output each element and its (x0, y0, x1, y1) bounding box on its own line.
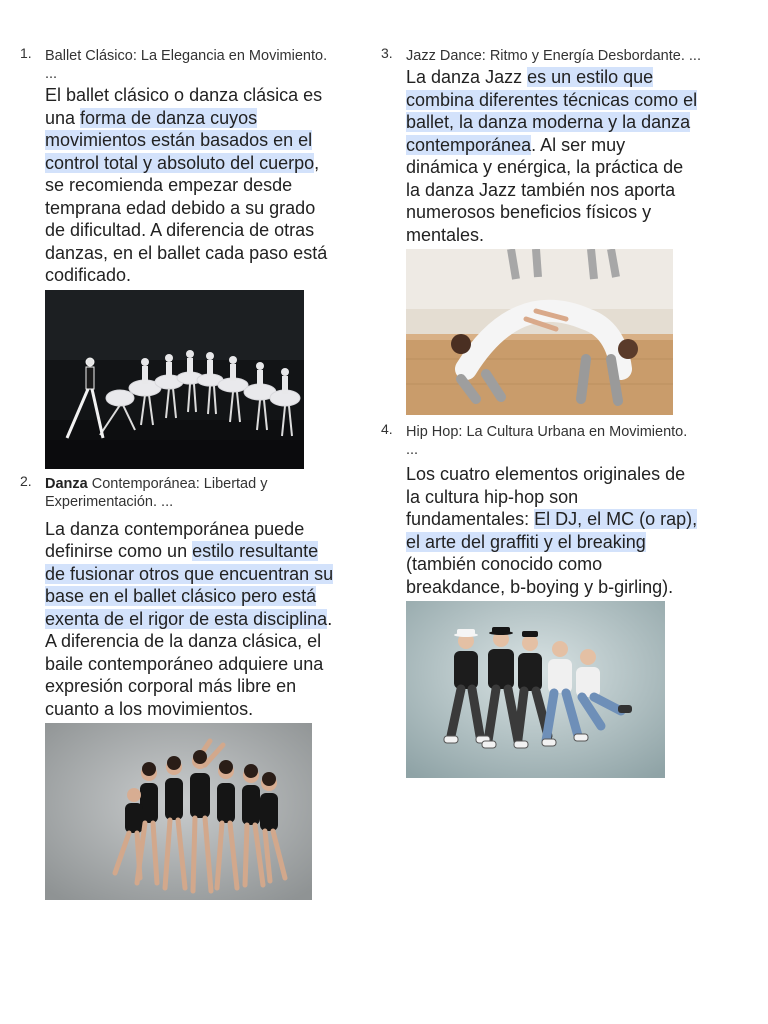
item-content (45, 472, 340, 901)
list-item-ballet (20, 44, 340, 469)
paragraph-text: . Al ser muy dinámica y enérgica, la práctica de la danza Jazz también nos aporta numerosos beneficios físicos y mentales. (406, 134, 684, 245)
highlighted-text: forma de danza cuyos movimientos están basados en el control total y absoluto del cuerpo (45, 107, 315, 173)
item-heading (45, 475, 340, 511)
item-content (45, 44, 340, 469)
paragraph-text: (también conocido como breakdance, b-boying y b-girling). (406, 554, 674, 597)
right-column (381, 44, 701, 778)
highlighted-text: El DJ, el MC (o rap), el arte del graffiti y el breaking (406, 509, 698, 552)
list-item-contemporanea (20, 472, 340, 901)
contemporary-dance-photo (45, 723, 312, 900)
paragraph-text: La danza contemporánea puede definirse como un (45, 518, 305, 561)
ballet-photo (45, 290, 304, 469)
item-paragraph (45, 518, 340, 721)
item-paragraph (45, 84, 340, 287)
paragraph-text: . A diferencia de la danza clásica, el baile contemporáneo adquiere una expresión corporal más libre en cuanto a los movimientos. (45, 608, 333, 719)
list-item-jazz (381, 44, 701, 415)
item-paragraph (406, 463, 701, 598)
item-number: 3. (381, 45, 393, 61)
paragraph-text: La danza Jazz (406, 67, 528, 87)
heading-text: Contemporánea: Libertad y Experimentación. ... (45, 475, 268, 510)
left-column (20, 44, 340, 900)
item-heading: Jazz Dance: Ritmo y Energía Desbordante. ... (406, 48, 701, 64)
item-content (406, 420, 701, 778)
paragraph-text: Los cuatro elementos originales de la cultura hip-hop son fundamentales: (406, 464, 686, 529)
item-heading: Ballet Clásico: La Elegancia en Movimiento. ... (45, 48, 328, 82)
jazz-dance-photo (406, 249, 673, 415)
item-number: 1. (20, 45, 32, 61)
heading-bold-text: Danza (45, 475, 88, 492)
item-heading: Hip Hop: La Cultura Urbana en Movimiento. ... (406, 424, 688, 458)
highlighted-text: es un estilo que combina diferentes técnicas como el ballet, la danza moderna y la danza contemporánea (406, 67, 698, 155)
highlighted-text: estilo resultante de fusionar otros que encuentran su base en el ballet clásico pero está exenta de el rigor de esta disciplina (45, 541, 334, 629)
item-content (406, 44, 701, 415)
item-number: 4. (381, 421, 393, 437)
paragraph-text: , se recomienda empezar desde temprana edad debido a su grado de dificultad. A diferencia de otras danzas, en el ballet cada paso está codificado. (45, 152, 328, 285)
list-item-hiphop (381, 420, 701, 778)
paragraph-text: El ballet clásico o danza clásica es una (45, 85, 323, 128)
item-paragraph (406, 66, 701, 246)
item-number: 2. (20, 472, 32, 489)
hip-hop-photo (406, 601, 665, 778)
